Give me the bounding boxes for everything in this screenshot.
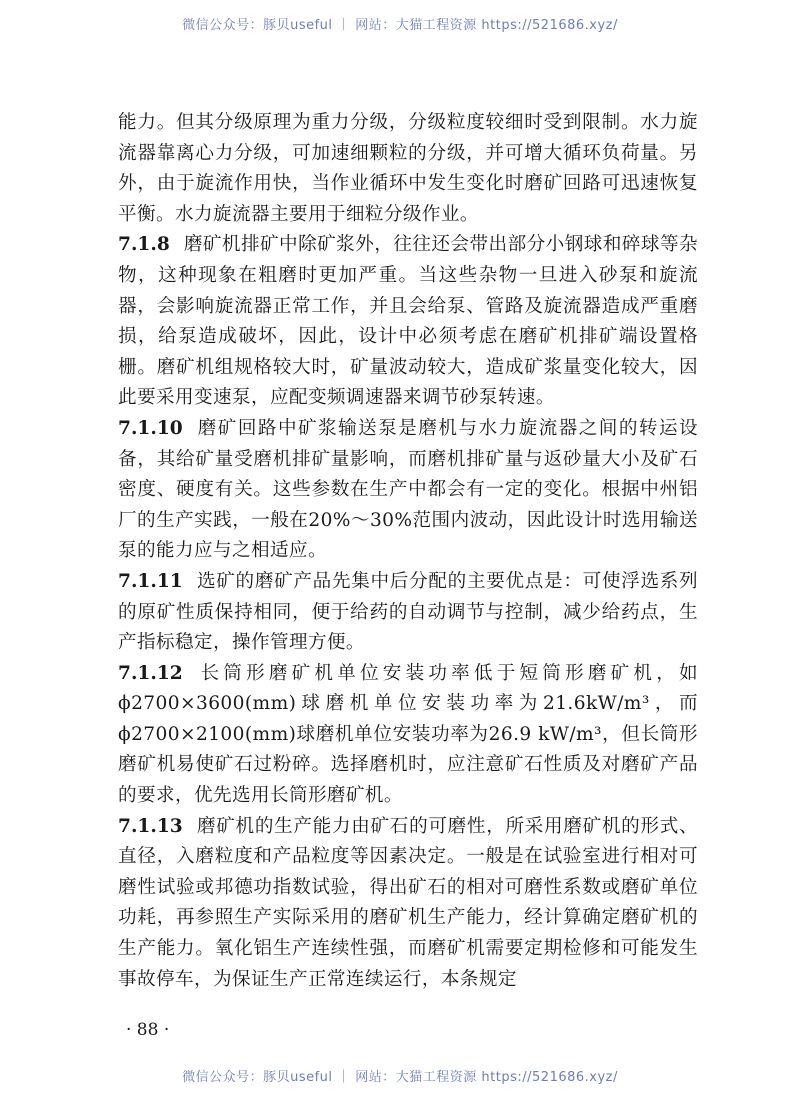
clause-number: 7.1.8 [118,234,170,256]
paragraph-text: 磨矿回路中矿浆输送泵是磨机与水力旋流器之间的转运设备，其给矿量受磨机排矿量影响，而磨机排矿量与返砂量大小及矿石密度、硬度有关。这些参数在生产中都会有一定的变化。根据中州铝厂的生产实践，一般在20%～30%范围内波动，因此设计时选用输送泵的能力应与之相适应。 [118,417,698,562]
clause-7-1-12 [118,659,698,812]
paragraph-text: 磨矿机的生产能力由矿石的可磨性，所采用磨矿机的形式、直径，入磨粒度和产品粒度等因素决定。一般是在试验室进行相对可磨性试验或邦德功指数试验，得出矿石的相对可磨性系数或磨矿单位功耗，再参照生产实际采用的磨矿机生产能力，经计算确定磨矿机的生产能力。氧化铝生产连续性强，而磨矿机需要定期检修和可能发生事故停车，为保证生产正常连续运行，本条规定 [118,815,698,990]
clause-number: 7.1.11 [118,570,183,592]
clause-7-1-13 [118,812,698,996]
clause-number: 7.1.12 [118,662,183,684]
watermark-top: 微信公众号：豚贝useful ｜ 网站：大猫工程资源 https://521686.xyz/ [182,18,618,33]
clause-number: 7.1.13 [118,815,183,837]
document-body [118,108,698,995]
clause-7-1-10 [118,414,698,567]
clause-7-1-11 [118,567,698,659]
clause-number: 7.1.10 [118,417,183,439]
paragraph-text: 选矿的磨矿产品先集中后分配的主要优点是：可使浮选系列的原矿性质保持相同，便于给药的自动调节与控制，减少给药点，生产指标稳定，操作管理方便。 [118,570,698,654]
paragraph-text: 能力。但其分级原理为重力分级，分级粒度较细时受到限制。水力旋流器靠离心力分级，可加速细颗粒的分级，并可增大循环负荷量。另外，由于旋流作用快，当作业循环中发生变化时磨矿回路可迅速恢复平衡。水力旋流器主要用于细粒分级作业。 [118,112,698,225]
paragraph-text: 磨矿机排矿中除矿浆外，往往还会带出部分小钢球和碎球等杂物，这种现象在粗磨时更加严重。当这些杂物一旦进入砂泵和旋流器，会影响旋流器正常工作，并且会给泵、管路及旋流器造成严重磨损，给泵造成破坏，因此，设计中必须考虑在磨矿机排矿端设置格栅。磨矿机组规格较大时，矿量波动较大，造成矿浆量变化较大，因此要采用变速泵，应配变频调速器来调节砂泵转速。 [118,234,698,409]
page-number: · 88 · [126,1020,170,1040]
paragraph-text: 长筒形磨矿机单位安装功率低于短筒形磨矿机，如ϕ2700×3600(mm)球磨机单位安装功率为21.6kW/m³，而ϕ2700×2100(mm)球磨机单位安装功率为26.9 kW/m³，但长筒形磨矿机易使矿石过粉碎。选择磨机时，应注意矿石性质及对磨矿产品的要求，优先选用长筒形磨矿机。 [118,662,698,807]
clause-7-1-8 [118,230,698,414]
paragraph-continuation [118,108,698,230]
watermark-bottom: 微信公众号：豚贝useful ｜ 网站：大猫工程资源 https://521686.xyz/ [182,1070,618,1085]
